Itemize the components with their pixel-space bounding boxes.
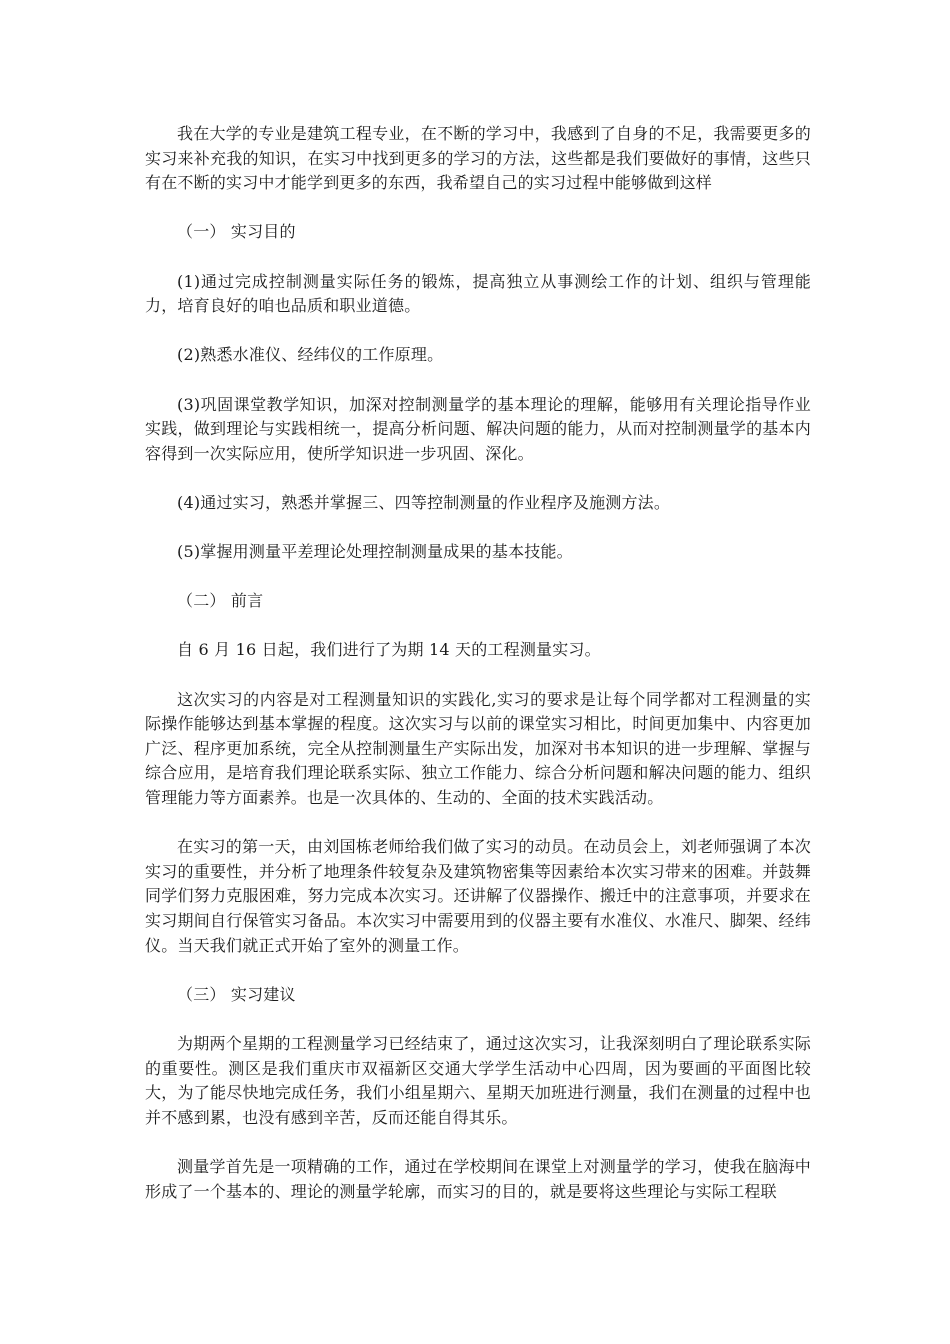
paragraph-precision: 测量学首先是一项精确的工作，通过在学校期间在课堂上对测量学的学习，使我在脑海中形成了一个基本的、理论的测量学轮廓，而实习的目的，就是要将这些理论与实际工程联 <box>145 1156 811 1201</box>
section-heading-3: （三） 实习建议 <box>177 984 296 1004</box>
objective-item-3: (3)巩固课堂教学知识，加深对控制测量学的基本理论的理解，能够用有关理论指导作业实践，做到理论与实践相统一，提高分析问题、解决问题的能力，从而对控制测量学的基本内容得到一次实际应用，使所学知识进一步巩固、深化。 <box>145 394 811 463</box>
paragraph-first-day: 在实习的第一天，由刘国栋老师给我们做了实习的动员。在动员会上，刘老师强调了本次实习的重要性，并分析了地理条件较复杂及建筑物密集等因素给本次实习带来的困难。并鼓舞同学们努力克服困难，努力完成本次实习。还讲解了仪器操作、搬迁中的注意事项，并要求在实习期间自行保管实习备品。本次实习中需要用到的仪器主要有水准仪、水准尺、脚架、经纬仪。当天我们就正式开始了室外的测量工作。 <box>145 837 811 955</box>
section-heading-1: （一） 实习目的 <box>177 222 296 242</box>
objective-item-5: (5)掌握用测量平差理论处理控制测量成果的基本技能。 <box>177 542 573 562</box>
paragraph-content: 这次实习的内容是对工程测量知识的实践化,实习的要求是让每个同学都对工程测量的实际操作能够达到基本掌握的程度。这次实习与以前的课堂实习相比，时间更加集中、内容更加广泛、程序更加系统，完全从控制测量生产实际出发，加深对书本知识的进一步理解、掌握与综合应用，是培育我们理论联系实际、独立工作能力、综合分析问题和解决问题的能力、组织管理能力等方面素养。也是一次具体的、生动的、全面的技术实践活动。 <box>145 689 811 808</box>
objective-item-1: (1)通过完成控制测量实际任务的锻炼，提高独立从事测绘工作的计划、组织与管理能力，培育良好的咱也品质和职业道德。 <box>145 271 811 316</box>
section-heading-2: （二） 前言 <box>177 591 264 611</box>
paragraph-intro: 我在大学的专业是建筑工程专业，在不断的学习中，我感到了自身的不足，我需要更多的实习来补充我的知识，在实习中找到更多的学习的方法，这些都是我们要做好的事情，这些只有在不断的实习中才能学到更多的东西，我希望自己的实习过程中能够做到这样 <box>145 124 811 193</box>
objective-item-4: (4)通过实习，熟悉并掌握三、四等控制测量的作业程序及施测方法。 <box>177 492 671 512</box>
paragraph-dates: 自 6 月 16 日起，我们进行了为期 14 天的工程测量实习。 <box>177 640 601 660</box>
document-body <box>145 122 811 1204</box>
paragraph-summary: 为期两个星期的工程测量学习已经结束了，通过这次实习，让我深刻明白了理论联系实际的重要性。测区是我们重庆市双福新区交通大学学生活动中心四周，因为要画的平面图比较大，为了能尽快地完成任务，我们小组星期六、星期天加班进行测量，我们在测量的过程中也并不感到累，也没有感到辛苦，反而还能自得其乐。 <box>145 1033 811 1127</box>
objective-item-2: (2)熟悉水准仪、经纬仪的工作原理。 <box>177 345 444 365</box>
